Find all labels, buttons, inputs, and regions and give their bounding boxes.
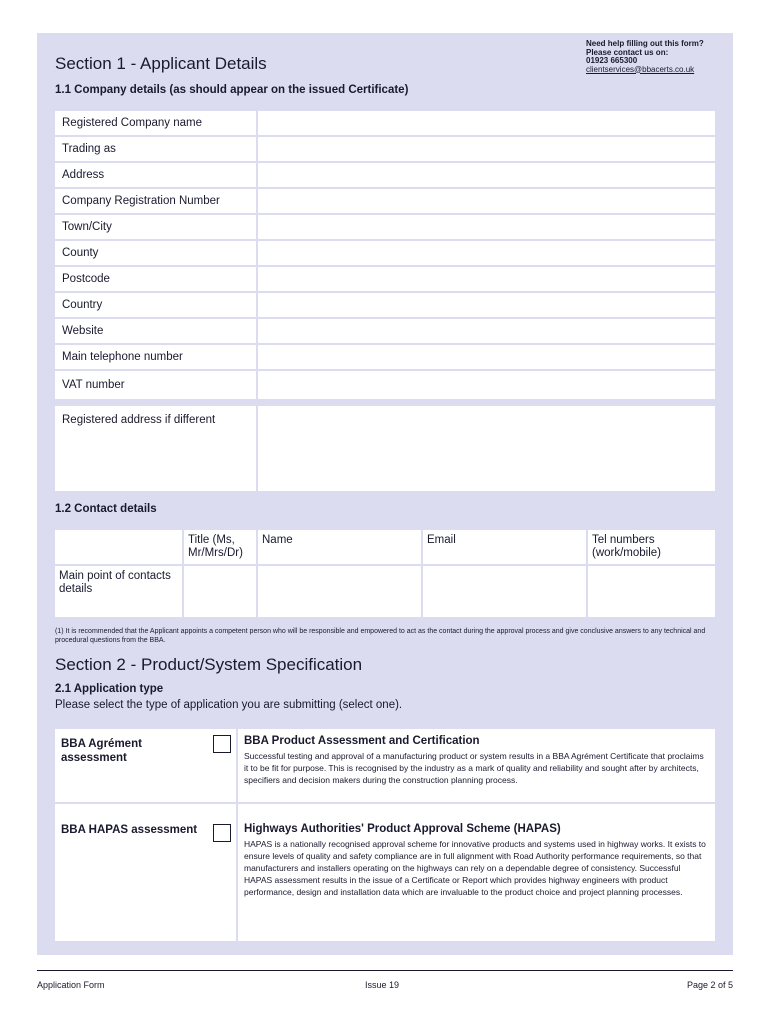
hapas-checkbox[interactable] [213, 824, 231, 842]
section2-instruction: Please select the type of application you are submitting (select one). [55, 699, 403, 711]
main-telephone-number-input[interactable] [258, 345, 715, 369]
field-row-registered-company-name [55, 111, 715, 135]
contact-header-email: Email [423, 530, 586, 564]
option-label [55, 804, 236, 941]
country-input[interactable] [258, 293, 715, 317]
field-row-postcode [55, 267, 715, 291]
option-title: Highways Authorities' Product Approval Scheme (HAPAS) [244, 823, 561, 835]
field-row-main-telephone-number [55, 345, 715, 369]
field-row-registered-address-if-different [55, 406, 715, 491]
option-label-text: BBA HAPAS assessment [61, 824, 198, 836]
option-label-text: BBA Agrément assessment [61, 738, 142, 764]
field-label: Trading as [55, 137, 256, 161]
option-description [238, 804, 715, 941]
address-input[interactable] [258, 163, 715, 187]
field-label: County [55, 241, 256, 265]
trading-as-input[interactable] [258, 137, 715, 161]
option-description [238, 729, 715, 802]
field-row-country [55, 293, 715, 317]
option-title: BBA Product Assessment and Certification [244, 735, 480, 747]
option-label [55, 729, 236, 802]
contact-email-input[interactable] [423, 566, 586, 617]
field-row-website [55, 319, 715, 343]
field-label: Website [55, 319, 256, 343]
postcode-input[interactable] [258, 267, 715, 291]
contact-header-title: Title (Ms, Mr/Mrs/Dr) [184, 530, 256, 564]
help-heading: Need help filling out this form? [586, 39, 704, 48]
field-label: VAT number [55, 371, 256, 399]
footer-issue: Issue 19 [365, 980, 400, 990]
application-option-agrement [55, 729, 715, 802]
footer-left: Application Form [37, 980, 105, 990]
section1-title: Section 1 - Applicant Details [55, 54, 267, 73]
town-city-input[interactable] [258, 215, 715, 239]
field-row-company-registration-number [55, 189, 715, 213]
field-label: Registered Company name [55, 111, 256, 135]
help-box [586, 40, 704, 74]
contact-header-name: Name [258, 530, 421, 564]
field-row-vat-number [55, 371, 715, 399]
section2-title: Section 2 - Product/System Specification [55, 655, 363, 674]
vat-number-input[interactable] [258, 371, 715, 399]
field-row-town-city [55, 215, 715, 239]
website-input[interactable] [258, 319, 715, 343]
contact-name-input[interactable] [258, 566, 421, 617]
company-registration-number-input[interactable] [258, 189, 715, 213]
contact-row-label: Main point of contacts details [55, 566, 182, 617]
contact-tel-input[interactable] [588, 566, 715, 617]
help-phone: 01923 665300 [586, 56, 638, 65]
help-contact-line: Please contact us on: [586, 47, 669, 57]
contact-table-row [55, 566, 715, 617]
contact-details-title: 1.2 Contact details [55, 503, 157, 515]
registered-address-textarea[interactable] [258, 406, 715, 491]
agrement-checkbox[interactable] [213, 735, 231, 753]
field-label: Company Registration Number [55, 189, 256, 213]
field-label: Main telephone number [55, 345, 256, 369]
field-label: Postcode [55, 267, 256, 291]
option-text: HAPAS is a nationally recognised approval scheme for innovative products and systems used in highway works. It exists to ensure levels of quality and safety compliance are in full alignment with Road Authority performance requirements, so that manufacturers and installers operating on the highways can rely on a dependable degree of consistency. Successful HAPAS assessment results in the issue of a Certificate or Report which provides highway engineers with product performance, design and installation data which are invaluable to the product choice and project planning processes. [244, 839, 706, 897]
county-input[interactable] [258, 241, 715, 265]
application-option-hapas [55, 804, 715, 941]
contact-table-header [55, 530, 715, 564]
contact-header-tel: Tel numbers (work/mobile) [588, 530, 715, 564]
field-label: Address [55, 163, 256, 187]
field-row-address [55, 163, 715, 187]
contact-title-input[interactable] [184, 566, 256, 617]
field-row-county [55, 241, 715, 265]
footer-page-number: Page 2 of 5 [686, 980, 733, 990]
footnote: (1) It is recommended that the Applicant appoints a competent person who will be responsible and empowered to act as the contact during the approval process and give conclusive answers to any technical and procedural questions from the BBA. [55, 628, 706, 644]
field-label: Country [55, 293, 256, 317]
field-row-trading-as [55, 137, 715, 161]
footer-divider [37, 970, 733, 971]
registered-company-name-input[interactable] [258, 111, 715, 135]
section2-subtitle: 2.1 Application type [55, 683, 164, 695]
contact-header-empty [55, 530, 182, 564]
help-email-link[interactable]: clientservices@bbacerts.co.uk [586, 64, 695, 74]
field-label: Registered address if different [55, 406, 256, 491]
field-label: Town/City [55, 215, 256, 239]
section1-subtitle: 1.1 Company details (as should appear on the issued Certificate) [55, 84, 409, 96]
option-text: Successful testing and approval of a manufacturing product or system results in a BBA Agrément Certificate that proclaims it to be fit for purpose. This is recognised by the industry as a mark of quality and reliability and sought after by architects, specifiers and decision makers during the construction planning process. [244, 751, 704, 785]
